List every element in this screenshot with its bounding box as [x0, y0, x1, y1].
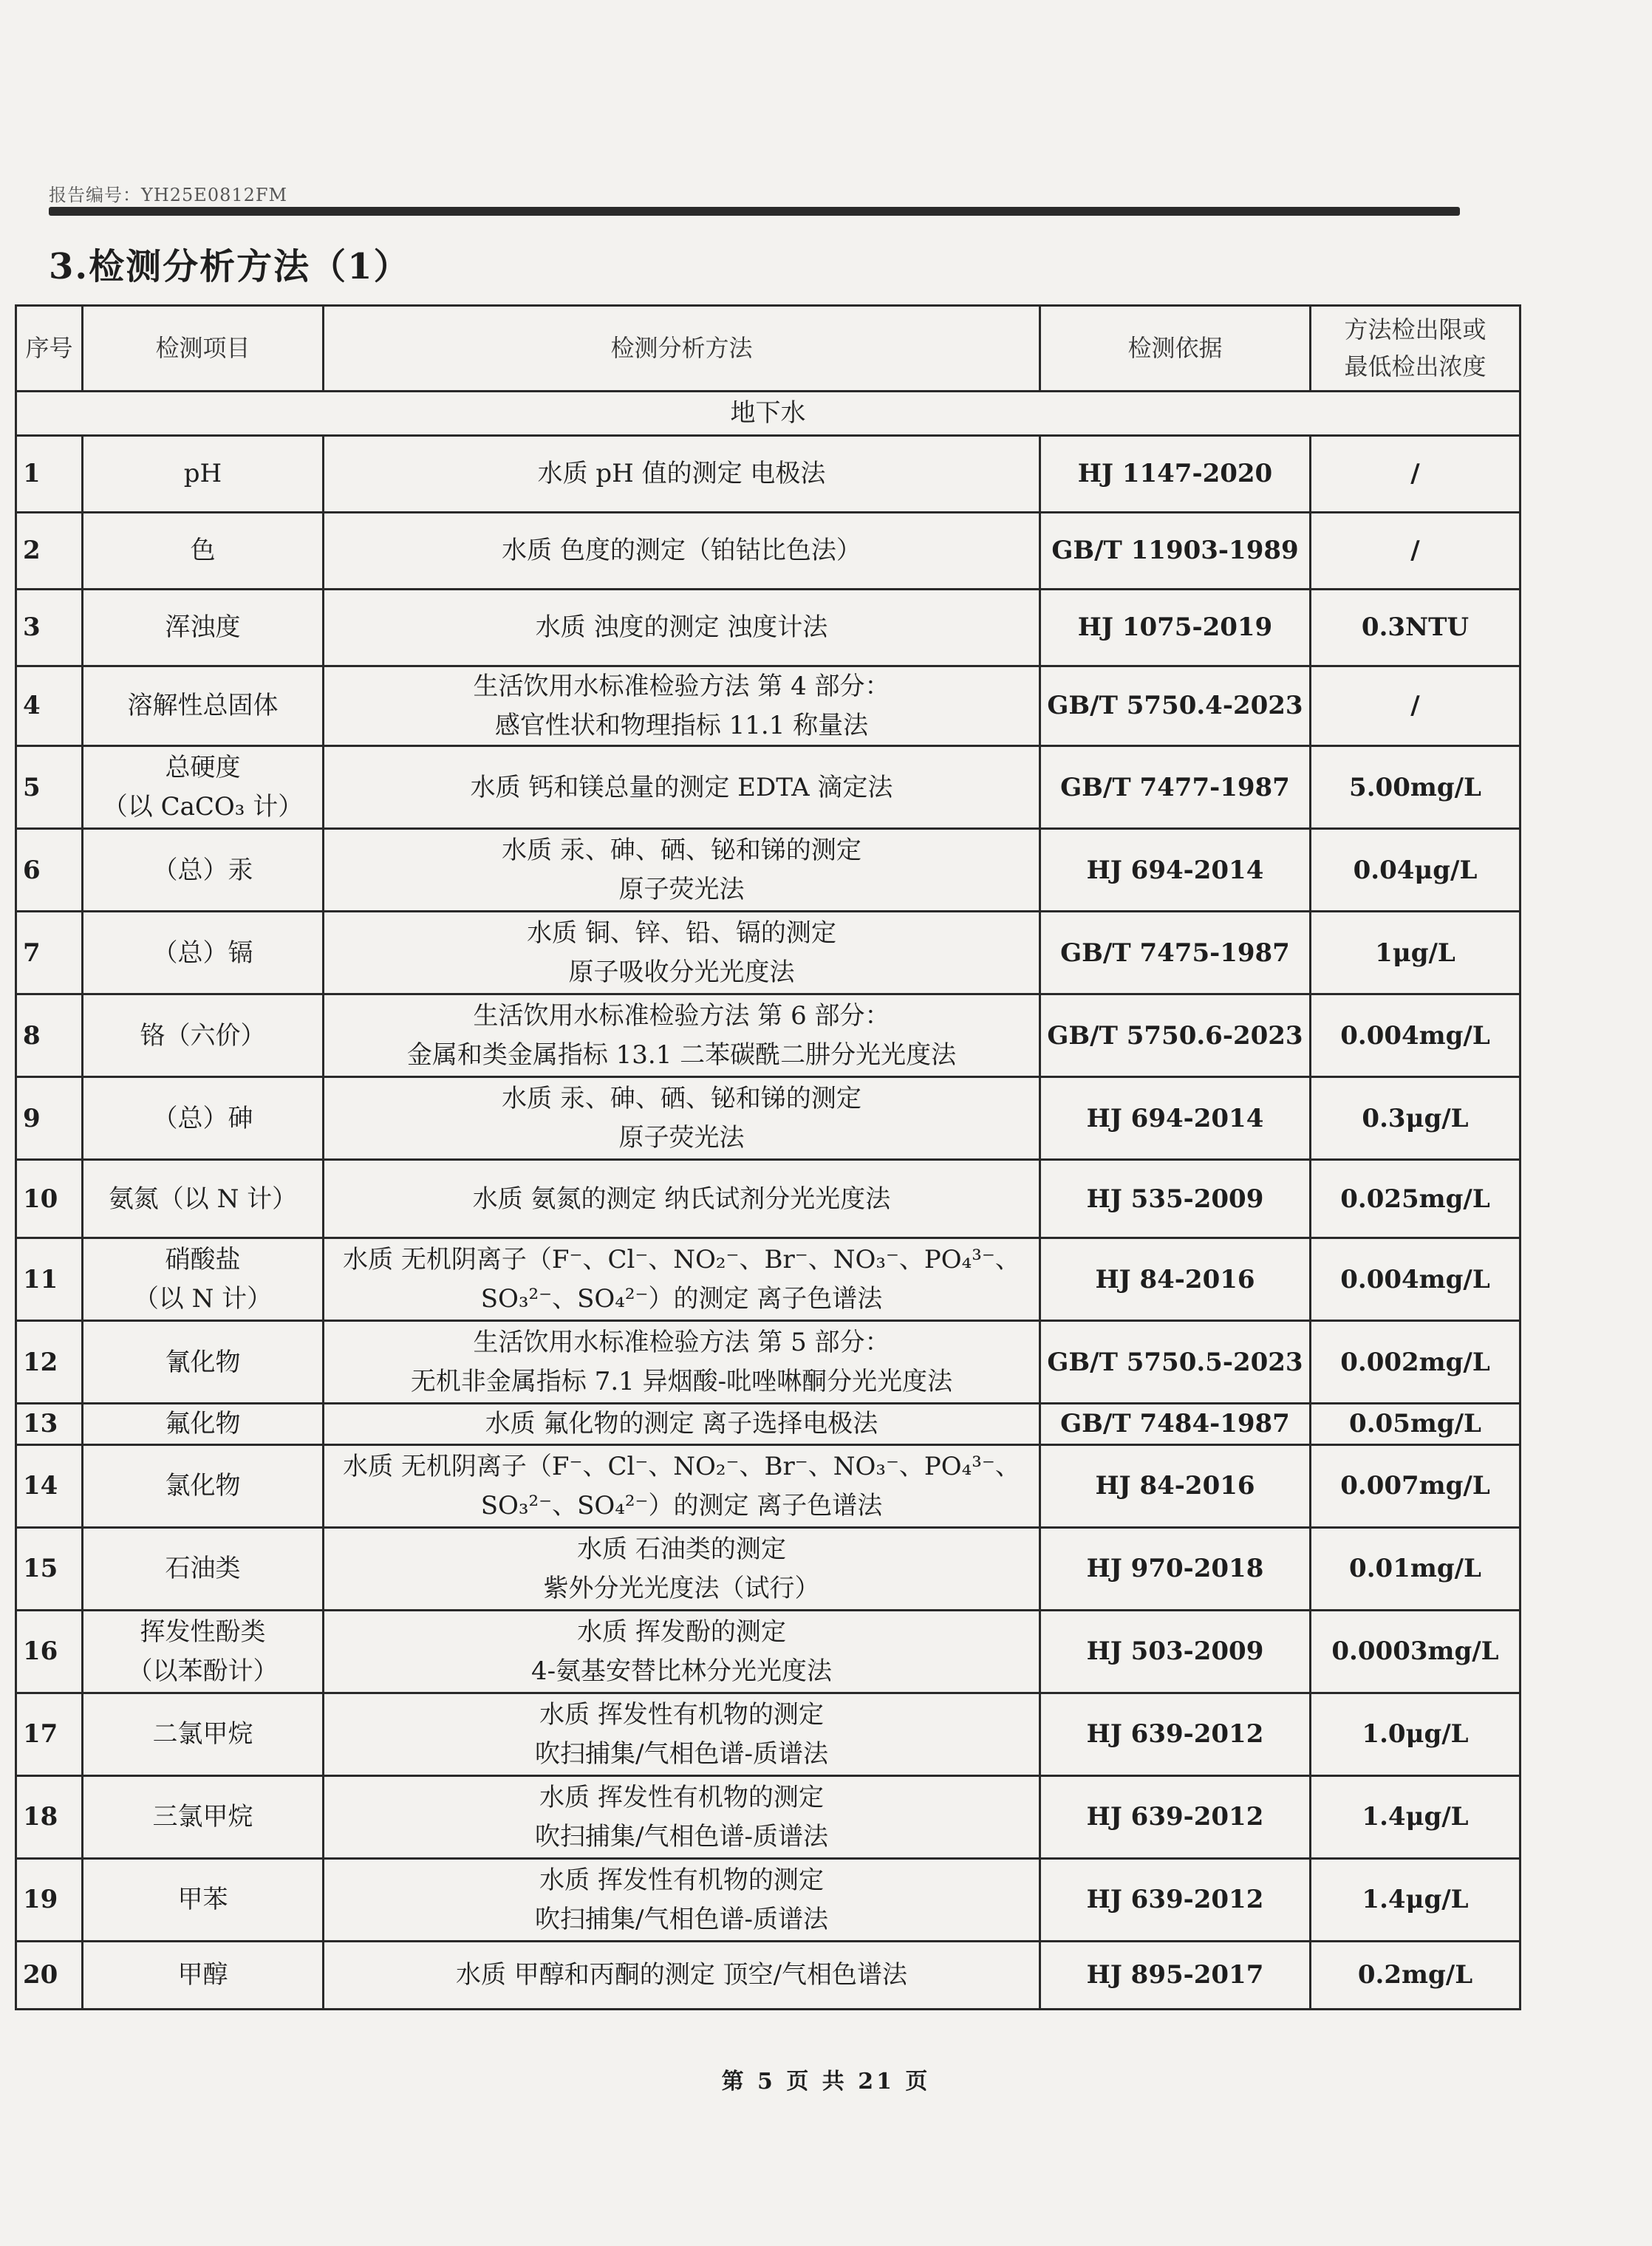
- row-index: 20: [16, 1942, 83, 2010]
- basis-cell: HJ 639-2012: [1040, 1693, 1311, 1776]
- method-cell: [324, 994, 1040, 1077]
- item-cell: [83, 746, 324, 829]
- basis-cell: GB/T 5750.5-2023: [1040, 1321, 1311, 1404]
- table-row: [16, 994, 1520, 1077]
- basis-cell: HJ 84-2016: [1040, 1238, 1311, 1321]
- item-cell: [83, 1611, 324, 1693]
- report-number: 报告编号：YH25E0812FM: [49, 185, 288, 205]
- header-basis: 检测依据: [1040, 306, 1311, 392]
- method-cell: [324, 1776, 1040, 1859]
- limit-cell: 0.0003mg/L: [1311, 1611, 1520, 1693]
- basis-cell: GB/T 7477-1987: [1040, 746, 1311, 829]
- item-line: 总硬度: [165, 753, 241, 783]
- item-line: （以 N 计）: [133, 1283, 273, 1314]
- item-cell: [83, 1528, 324, 1611]
- item-cell: [83, 912, 324, 994]
- item-line: 二氯甲烷: [152, 1719, 253, 1750]
- item-cell: [83, 1077, 324, 1160]
- limit-cell: 0.004mg/L: [1311, 994, 1520, 1077]
- basis-cell: GB/T 11903-1989: [1040, 513, 1311, 590]
- method-cell: [324, 1942, 1040, 2010]
- limit-cell: 0.002mg/L: [1311, 1321, 1520, 1404]
- method-cell: [324, 590, 1040, 666]
- method-line: 原子荧光法: [618, 1122, 745, 1153]
- method-line: 生活饮用水标准检验方法 第 6 部分：: [473, 1001, 890, 1031]
- row-index: 6: [16, 829, 83, 912]
- row-index: 1: [16, 436, 83, 513]
- limit-cell: 0.007mg/L: [1311, 1445, 1520, 1528]
- table-row: [16, 1859, 1520, 1942]
- item-cell: [83, 829, 324, 912]
- table-row: [16, 1611, 1520, 1693]
- method-line: 水质 浊度的测定 浊度计法: [535, 612, 828, 643]
- limit-cell: 0.004mg/L: [1311, 1238, 1520, 1321]
- row-index: 19: [16, 1859, 83, 1942]
- table-row: [16, 666, 1520, 746]
- method-line: 原子吸收分光光度法: [568, 957, 795, 987]
- method-line: 吹扫捕集/气相色谱-质谱法: [535, 1904, 828, 1934]
- item-line: 甲苯: [177, 1885, 228, 1915]
- item-cell: [83, 1321, 324, 1404]
- item-cell: [83, 1160, 324, 1238]
- item-cell: [83, 436, 324, 513]
- table-row: [16, 513, 1520, 590]
- method-cell: [324, 1445, 1040, 1528]
- method-line: 水质 氨氮的测定 纳氏试剂分光光度法: [472, 1184, 891, 1214]
- basis-cell: HJ 694-2014: [1040, 1077, 1311, 1160]
- item-cell: [83, 666, 324, 746]
- basis-cell: HJ 84-2016: [1040, 1445, 1311, 1528]
- method-cell: [324, 746, 1040, 829]
- section-title: 3.检测分析方法（1）: [49, 246, 411, 287]
- limit-cell: /: [1311, 436, 1520, 513]
- limit-cell: 0.3μg/L: [1311, 1077, 1520, 1160]
- basis-cell: GB/T 5750.4-2023: [1040, 666, 1311, 746]
- item-line: 挥发性酚类: [140, 1617, 266, 1647]
- item-line: （总）砷: [152, 1103, 253, 1133]
- method-line: 吹扫捕集/气相色谱-质谱法: [535, 1821, 828, 1851]
- method-line: 原子荧光法: [618, 874, 745, 904]
- table-row: [16, 829, 1520, 912]
- method-cell: [324, 666, 1040, 746]
- limit-cell: 0.2mg/L: [1311, 1942, 1520, 2010]
- limit-cell: 1.4μg/L: [1311, 1859, 1520, 1942]
- limit-cell: /: [1311, 666, 1520, 746]
- header-limit: [1311, 306, 1520, 392]
- item-cell: [83, 1693, 324, 1776]
- row-index: 13: [16, 1404, 83, 1445]
- item-line: 氨氮（以 N 计）: [108, 1184, 298, 1214]
- basis-cell: GB/T 7475-1987: [1040, 912, 1311, 994]
- method-cell: [324, 1077, 1040, 1160]
- row-index: 17: [16, 1693, 83, 1776]
- item-line: 氯化物: [165, 1471, 241, 1501]
- row-index: 16: [16, 1611, 83, 1693]
- item-line: 石油类: [165, 1554, 241, 1584]
- limit-cell: 0.01mg/L: [1311, 1528, 1520, 1611]
- basis-cell: HJ 970-2018: [1040, 1528, 1311, 1611]
- method-cell: [324, 1611, 1040, 1693]
- item-line: 硝酸盐: [165, 1245, 241, 1275]
- item-line: 氟化物: [165, 1409, 241, 1439]
- table-row: [16, 1077, 1520, 1160]
- item-cell: [83, 590, 324, 666]
- method-line: 水质 铜、锌、铅、镉的测定: [527, 918, 836, 949]
- item-cell: [83, 1776, 324, 1859]
- method-line: SO₃²⁻、SO₄²⁻）的测定 离子色谱法: [480, 1490, 883, 1520]
- basis-cell: HJ 535-2009: [1040, 1160, 1311, 1238]
- basis-cell: HJ 639-2012: [1040, 1859, 1311, 1942]
- row-index: 11: [16, 1238, 83, 1321]
- item-line: pH: [183, 459, 222, 489]
- row-index: 4: [16, 666, 83, 746]
- method-line: 水质 无机阴离子（F⁻、Cl⁻、NO₂⁻、Br⁻、NO₃⁻、PO₄³⁻、: [343, 1451, 1020, 1481]
- method-line: 水质 石油类的测定: [577, 1534, 786, 1564]
- method-line: 水质 pH 值的测定 电极法: [537, 459, 826, 489]
- method-line: 生活饮用水标准检验方法 第 5 部分：: [473, 1328, 890, 1358]
- row-index: 2: [16, 513, 83, 590]
- method-line: 水质 甲醇和丙酮的测定 顶空/气相色谱法: [455, 1960, 908, 1990]
- header-rule: [49, 207, 1460, 216]
- basis-cell: GB/T 7484-1987: [1040, 1404, 1311, 1445]
- table-row: [16, 1942, 1520, 2010]
- row-index: 7: [16, 912, 83, 994]
- limit-cell: /: [1311, 513, 1520, 590]
- item-line: 溶解性总固体: [127, 691, 279, 721]
- basis-cell: HJ 694-2014: [1040, 829, 1311, 912]
- basis-cell: HJ 503-2009: [1040, 1611, 1311, 1693]
- item-cell: [83, 1942, 324, 2010]
- table-row: [16, 1238, 1520, 1321]
- limit-cell: 5.00mg/L: [1311, 746, 1520, 829]
- item-cell: [83, 1238, 324, 1321]
- item-cell: [83, 1445, 324, 1528]
- method-line: 水质 钙和镁总量的测定 EDTA 滴定法: [470, 772, 893, 802]
- item-cell: [83, 994, 324, 1077]
- method-cell: [324, 1321, 1040, 1404]
- group-row: [16, 392, 1520, 436]
- table-row: [16, 912, 1520, 994]
- method-line: 水质 氟化物的测定 离子选择电极法: [485, 1409, 878, 1439]
- table-row: [16, 1321, 1520, 1404]
- method-line: 水质 汞、砷、硒、铋和锑的测定: [502, 836, 861, 866]
- method-line: 水质 色度的测定（铂钴比色法）: [502, 536, 861, 566]
- table-row: [16, 1160, 1520, 1238]
- item-line: 氰化物: [165, 1347, 241, 1377]
- method-cell: [324, 513, 1040, 590]
- limit-cell: 1μg/L: [1311, 912, 1520, 994]
- method-line: 水质 无机阴离子（F⁻、Cl⁻、NO₂⁻、Br⁻、NO₃⁻、PO₄³⁻、: [343, 1245, 1020, 1275]
- method-cell: [324, 436, 1040, 513]
- group-label: 地下水: [16, 392, 1520, 436]
- row-index: 8: [16, 994, 83, 1077]
- method-line: 水质 汞、砷、硒、铋和锑的测定: [502, 1084, 861, 1114]
- method-cell: [324, 1693, 1040, 1776]
- methods-table-body: [16, 392, 1520, 2010]
- method-line: 感官性状和物理指标 11.1 称量法: [494, 710, 869, 740]
- method-line: 水质 挥发酚的测定: [577, 1617, 786, 1647]
- limit-cell: 1.0μg/L: [1311, 1693, 1520, 1776]
- item-cell: [83, 1859, 324, 1942]
- limit-cell: 0.04μg/L: [1311, 829, 1520, 912]
- header-limit-line: 最低检出浓度: [1344, 352, 1487, 380]
- row-index: 15: [16, 1528, 83, 1611]
- method-line: 生活饮用水标准检验方法 第 4 部分：: [473, 672, 890, 701]
- methods-table: [15, 304, 1521, 2010]
- method-cell: [324, 1859, 1040, 1942]
- method-cell: [324, 1528, 1040, 1611]
- limit-cell: 0.3NTU: [1311, 590, 1520, 666]
- table-row: [16, 1693, 1520, 1776]
- method-line: 4-氨基安替比林分光光度法: [530, 1656, 833, 1686]
- row-index: 12: [16, 1321, 83, 1404]
- limit-cell: 0.05mg/L: [1311, 1404, 1520, 1445]
- row-index: 10: [16, 1160, 83, 1238]
- method-line: 金属和类金属指标 13.1 二苯碳酰二肼分光光度法: [406, 1040, 957, 1070]
- limit-cell: 0.025mg/L: [1311, 1160, 1520, 1238]
- item-cell: [83, 1404, 324, 1445]
- item-line: （总）汞: [152, 855, 253, 885]
- method-line: 无机非金属指标 7.1 异烟酸-吡唑啉酮分光光度法: [410, 1366, 953, 1396]
- method-line: 水质 挥发性有机物的测定: [539, 1782, 824, 1812]
- method-cell: [324, 1404, 1040, 1445]
- table-row: [16, 590, 1520, 666]
- item-line: 浑浊度: [165, 612, 241, 643]
- header-limit-line: 方法检出限或: [1344, 315, 1487, 344]
- basis-cell: HJ 639-2012: [1040, 1776, 1311, 1859]
- row-index: 14: [16, 1445, 83, 1528]
- item-line: （总）镉: [152, 938, 253, 968]
- item-line: 色: [190, 536, 216, 566]
- method-line: 吹扫捕集/气相色谱-质谱法: [535, 1738, 828, 1769]
- table-row: [16, 1776, 1520, 1859]
- item-line: （以苯酚计）: [127, 1656, 279, 1686]
- table-row: [16, 1404, 1520, 1445]
- row-index: 5: [16, 746, 83, 829]
- method-line: 水质 挥发性有机物的测定: [539, 1865, 824, 1895]
- method-cell: [324, 829, 1040, 912]
- row-index: 3: [16, 590, 83, 666]
- basis-cell: GB/T 5750.6-2023: [1040, 994, 1311, 1077]
- page-footer: 第 5 页 共 21 页: [721, 2069, 931, 2095]
- basis-cell: HJ 1147-2020: [1040, 436, 1311, 513]
- basis-cell: HJ 895-2017: [1040, 1942, 1311, 2010]
- header-index: 序号: [16, 306, 83, 392]
- basis-cell: HJ 1075-2019: [1040, 590, 1311, 666]
- item-line: （以 CaCO₃ 计）: [102, 791, 304, 822]
- row-index: 9: [16, 1077, 83, 1160]
- header-method: 检测分析方法: [324, 306, 1040, 392]
- item-line: 三氯甲烷: [152, 1802, 253, 1832]
- item-line: 铬（六价）: [140, 1020, 266, 1051]
- method-cell: [324, 1238, 1040, 1321]
- table-row: [16, 746, 1520, 829]
- method-line: 紫外分光光度法（试行）: [543, 1573, 820, 1603]
- method-line: SO₃²⁻、SO₄²⁻）的测定 离子色谱法: [480, 1283, 883, 1314]
- item-line: 甲醇: [177, 1960, 228, 1990]
- header-item: 检测项目: [83, 306, 324, 392]
- limit-cell: 1.4μg/L: [1311, 1776, 1520, 1859]
- row-index: 18: [16, 1776, 83, 1859]
- table-header-row: [16, 306, 1520, 392]
- table-row: [16, 1445, 1520, 1528]
- table-row: [16, 1528, 1520, 1611]
- item-cell: [83, 513, 324, 590]
- method-line: 水质 挥发性有机物的测定: [539, 1699, 824, 1730]
- method-cell: [324, 912, 1040, 994]
- method-cell: [324, 1160, 1040, 1238]
- table-row: [16, 436, 1520, 513]
